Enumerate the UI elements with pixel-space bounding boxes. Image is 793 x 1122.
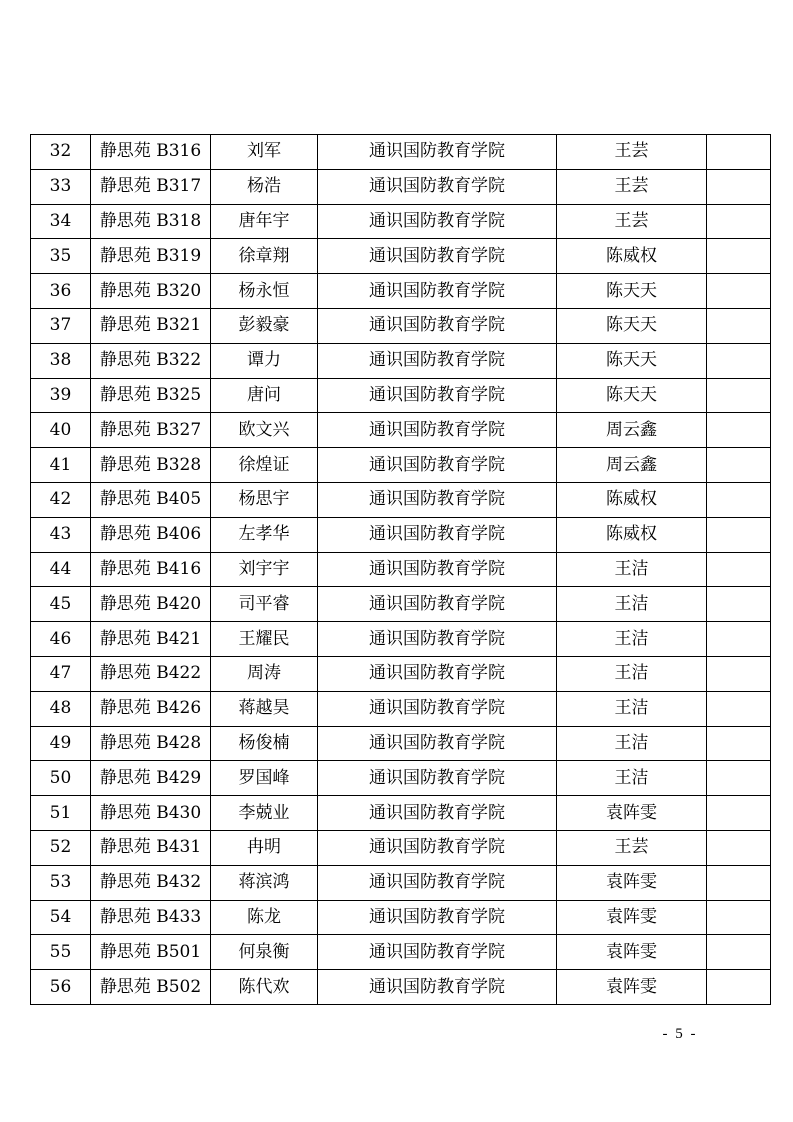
table-row (31, 587, 771, 622)
table-row (31, 761, 771, 796)
dorm-room-cell: 静思苑 B422 (91, 656, 211, 691)
college-cell: 通识国防教育学院 (318, 448, 557, 483)
dorm-room-cell: 静思苑 B432 (91, 865, 211, 900)
remark-cell (707, 761, 771, 796)
dorm-room-cell: 静思苑 B501 (91, 935, 211, 970)
remark-cell (707, 726, 771, 761)
table-row (31, 865, 771, 900)
row-number-cell: 37 (31, 308, 91, 343)
dorm-room-cell: 静思苑 B405 (91, 482, 211, 517)
table-row (31, 274, 771, 309)
remark-cell (707, 239, 771, 274)
counselor-cell: 陈天天 (557, 274, 707, 309)
dorm-room-cell: 静思苑 B319 (91, 239, 211, 274)
table-row (31, 935, 771, 970)
remark-cell (707, 622, 771, 657)
student-name-cell: 何泉衡 (211, 935, 318, 970)
row-number-cell: 46 (31, 622, 91, 657)
counselor-cell: 王洁 (557, 656, 707, 691)
remark-cell (707, 378, 771, 413)
table-row (31, 691, 771, 726)
row-number-cell: 35 (31, 239, 91, 274)
student-name-cell: 唐年宇 (211, 204, 318, 239)
student-name-cell: 周涛 (211, 656, 318, 691)
college-cell: 通识国防教育学院 (318, 970, 557, 1005)
counselor-cell: 周云鑫 (557, 413, 707, 448)
remark-cell (707, 900, 771, 935)
dorm-room-cell: 静思苑 B406 (91, 517, 211, 552)
table-row (31, 135, 771, 170)
college-cell: 通识国防教育学院 (318, 691, 557, 726)
counselor-cell: 王洁 (557, 726, 707, 761)
counselor-cell: 王洁 (557, 552, 707, 587)
student-name-cell: 欧文兴 (211, 413, 318, 448)
student-name-cell: 陈龙 (211, 900, 318, 935)
row-number-cell: 55 (31, 935, 91, 970)
remark-cell (707, 135, 771, 170)
remark-cell (707, 274, 771, 309)
row-number-cell: 48 (31, 691, 91, 726)
table-row (31, 726, 771, 761)
table-row (31, 656, 771, 691)
dorm-room-cell: 静思苑 B322 (91, 343, 211, 378)
dorm-room-cell: 静思苑 B428 (91, 726, 211, 761)
table-row (31, 343, 771, 378)
row-number-cell: 34 (31, 204, 91, 239)
remark-cell (707, 517, 771, 552)
student-name-cell: 李兢业 (211, 796, 318, 831)
table-row (31, 413, 771, 448)
row-number-cell: 38 (31, 343, 91, 378)
remark-cell (707, 691, 771, 726)
table-row (31, 552, 771, 587)
dorm-room-cell: 静思苑 B328 (91, 448, 211, 483)
counselor-cell: 王洁 (557, 622, 707, 657)
table-row (31, 239, 771, 274)
row-number-cell: 52 (31, 830, 91, 865)
college-cell: 通识国防教育学院 (318, 865, 557, 900)
counselor-cell: 王洁 (557, 761, 707, 796)
student-name-cell: 唐问 (211, 378, 318, 413)
counselor-cell: 袁阵雯 (557, 796, 707, 831)
remark-cell (707, 970, 771, 1005)
table-row (31, 830, 771, 865)
table-row (31, 378, 771, 413)
dorm-room-cell: 静思苑 B420 (91, 587, 211, 622)
remark-cell (707, 308, 771, 343)
remark-cell (707, 343, 771, 378)
roster-table (30, 134, 771, 1005)
table-row (31, 970, 771, 1005)
remark-cell (707, 587, 771, 622)
college-cell: 通识国防教育学院 (318, 900, 557, 935)
college-cell: 通识国防教育学院 (318, 169, 557, 204)
remark-cell (707, 552, 771, 587)
counselor-cell: 袁阵雯 (557, 865, 707, 900)
row-number-cell: 41 (31, 448, 91, 483)
counselor-cell: 袁阵雯 (557, 935, 707, 970)
row-number-cell: 53 (31, 865, 91, 900)
student-name-cell: 陈代欢 (211, 970, 318, 1005)
student-name-cell: 刘宇宇 (211, 552, 318, 587)
dorm-room-cell: 静思苑 B316 (91, 135, 211, 170)
table-row (31, 204, 771, 239)
dorm-room-cell: 静思苑 B318 (91, 204, 211, 239)
dorm-room-cell: 静思苑 B325 (91, 378, 211, 413)
remark-cell (707, 656, 771, 691)
dorm-room-cell: 静思苑 B317 (91, 169, 211, 204)
dorm-room-cell: 静思苑 B320 (91, 274, 211, 309)
remark-cell (707, 935, 771, 970)
dorm-room-cell: 静思苑 B327 (91, 413, 211, 448)
counselor-cell: 陈威权 (557, 239, 707, 274)
student-name-cell: 罗国峰 (211, 761, 318, 796)
student-name-cell: 杨俊楠 (211, 726, 318, 761)
student-name-cell: 冉明 (211, 830, 318, 865)
counselor-cell: 王芸 (557, 204, 707, 239)
page-number: - 5 - (662, 1026, 698, 1042)
row-number-cell: 56 (31, 970, 91, 1005)
row-number-cell: 33 (31, 169, 91, 204)
row-number-cell: 32 (31, 135, 91, 170)
college-cell: 通识国防教育学院 (318, 343, 557, 378)
remark-cell (707, 796, 771, 831)
student-name-cell: 徐煌证 (211, 448, 318, 483)
dorm-room-cell: 静思苑 B433 (91, 900, 211, 935)
remark-cell (707, 482, 771, 517)
remark-cell (707, 865, 771, 900)
row-number-cell: 44 (31, 552, 91, 587)
college-cell: 通识国防教育学院 (318, 935, 557, 970)
table-row (31, 796, 771, 831)
counselor-cell: 王芸 (557, 169, 707, 204)
college-cell: 通识国防教育学院 (318, 378, 557, 413)
college-cell: 通识国防教育学院 (318, 552, 557, 587)
table-row (31, 169, 771, 204)
remark-cell (707, 169, 771, 204)
table-row (31, 308, 771, 343)
dorm-room-cell: 静思苑 B430 (91, 796, 211, 831)
student-name-cell: 徐章翔 (211, 239, 318, 274)
student-name-cell: 杨思宇 (211, 482, 318, 517)
student-name-cell: 蒋滨鸿 (211, 865, 318, 900)
counselor-cell: 袁阵雯 (557, 970, 707, 1005)
college-cell: 通识国防教育学院 (318, 482, 557, 517)
dorm-room-cell: 静思苑 B502 (91, 970, 211, 1005)
row-number-cell: 45 (31, 587, 91, 622)
row-number-cell: 47 (31, 656, 91, 691)
student-name-cell: 左孝华 (211, 517, 318, 552)
table-row (31, 482, 771, 517)
row-number-cell: 42 (31, 482, 91, 517)
dorm-room-cell: 静思苑 B431 (91, 830, 211, 865)
college-cell: 通识国防教育学院 (318, 135, 557, 170)
college-cell: 通识国防教育学院 (318, 796, 557, 831)
table-row (31, 448, 771, 483)
counselor-cell: 陈天天 (557, 308, 707, 343)
counselor-cell: 陈威权 (557, 482, 707, 517)
counselor-cell: 王洁 (557, 587, 707, 622)
counselor-cell: 周云鑫 (557, 448, 707, 483)
roster-body (31, 135, 771, 1005)
counselor-cell: 王芸 (557, 135, 707, 170)
college-cell: 通识国防教育学院 (318, 726, 557, 761)
counselor-cell: 王洁 (557, 691, 707, 726)
counselor-cell: 袁阵雯 (557, 900, 707, 935)
row-number-cell: 54 (31, 900, 91, 935)
row-number-cell: 36 (31, 274, 91, 309)
counselor-cell: 陈威权 (557, 517, 707, 552)
remark-cell (707, 204, 771, 239)
dorm-room-cell: 静思苑 B426 (91, 691, 211, 726)
college-cell: 通识国防教育学院 (318, 587, 557, 622)
row-number-cell: 49 (31, 726, 91, 761)
student-name-cell: 杨浩 (211, 169, 318, 204)
college-cell: 通识国防教育学院 (318, 830, 557, 865)
student-name-cell: 司平睿 (211, 587, 318, 622)
row-number-cell: 50 (31, 761, 91, 796)
counselor-cell: 陈天天 (557, 378, 707, 413)
table-row (31, 622, 771, 657)
college-cell: 通识国防教育学院 (318, 204, 557, 239)
row-number-cell: 43 (31, 517, 91, 552)
dorm-room-cell: 静思苑 B421 (91, 622, 211, 657)
college-cell: 通识国防教育学院 (318, 274, 557, 309)
table-row (31, 900, 771, 935)
student-name-cell: 王耀民 (211, 622, 318, 657)
counselor-cell: 王芸 (557, 830, 707, 865)
row-number-cell: 51 (31, 796, 91, 831)
row-number-cell: 39 (31, 378, 91, 413)
table-row (31, 517, 771, 552)
student-name-cell: 刘军 (211, 135, 318, 170)
remark-cell (707, 448, 771, 483)
student-name-cell: 杨永恒 (211, 274, 318, 309)
dorm-room-cell: 静思苑 B429 (91, 761, 211, 796)
college-cell: 通识国防教育学院 (318, 656, 557, 691)
row-number-cell: 40 (31, 413, 91, 448)
college-cell: 通识国防教育学院 (318, 761, 557, 796)
college-cell: 通识国防教育学院 (318, 517, 557, 552)
college-cell: 通识国防教育学院 (318, 413, 557, 448)
college-cell: 通识国防教育学院 (318, 308, 557, 343)
counselor-cell: 陈天天 (557, 343, 707, 378)
student-name-cell: 彭毅豪 (211, 308, 318, 343)
college-cell: 通识国防教育学院 (318, 239, 557, 274)
college-cell: 通识国防教育学院 (318, 622, 557, 657)
student-name-cell: 谭力 (211, 343, 318, 378)
remark-cell (707, 413, 771, 448)
dorm-room-cell: 静思苑 B321 (91, 308, 211, 343)
student-name-cell: 蒋越昊 (211, 691, 318, 726)
dorm-room-cell: 静思苑 B416 (91, 552, 211, 587)
remark-cell (707, 830, 771, 865)
